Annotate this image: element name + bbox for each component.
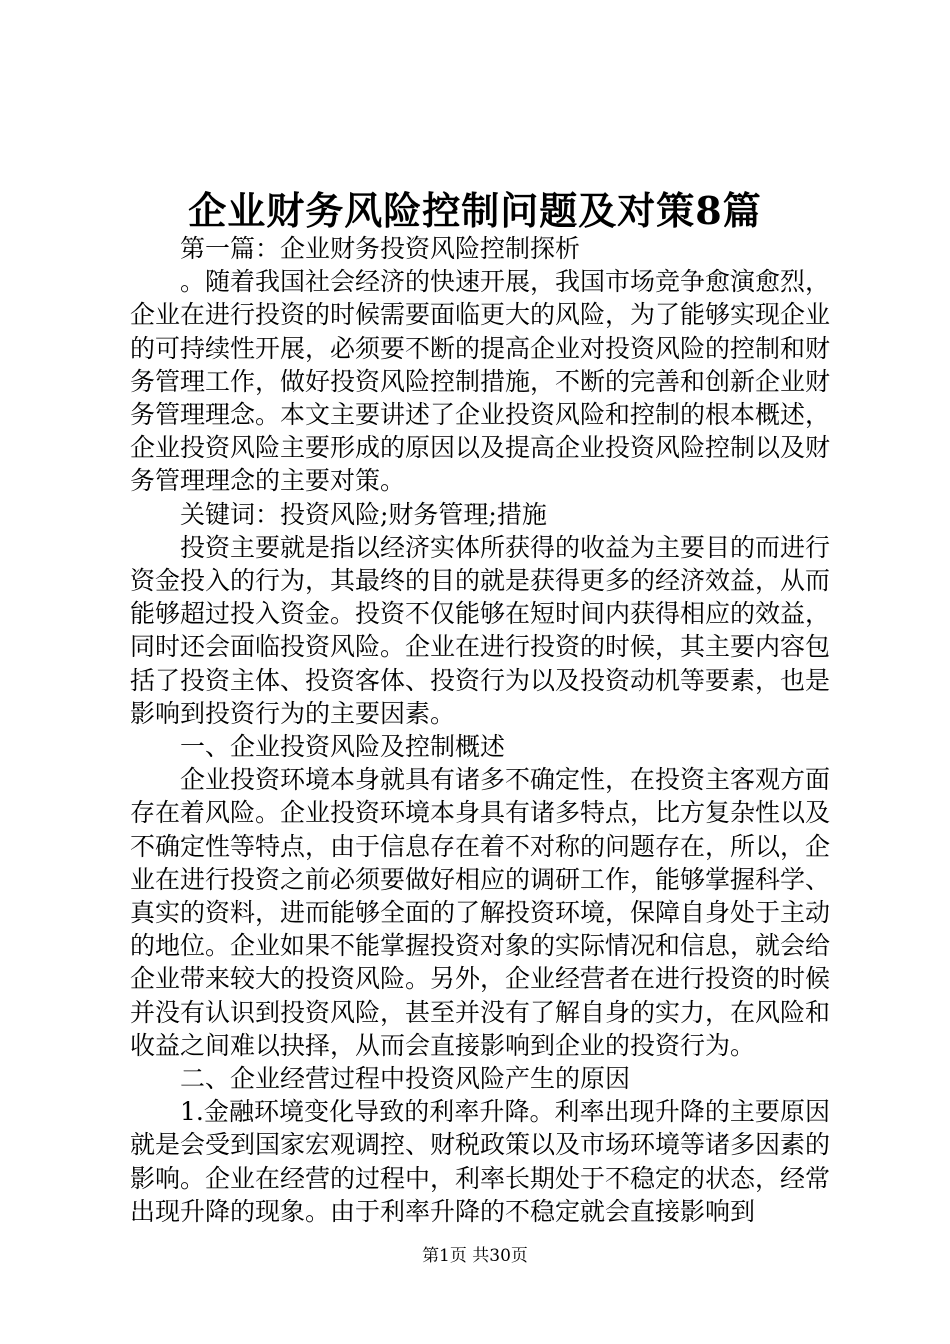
keywords-line: 关键词：投资风险;财务管理;措施	[180, 499, 547, 529]
body-paragraph: 企业投资环境本身就具有诸多不确定性，在投资主客观方面存在着风险。企业投资环境本身具有诸多特点，比方复杂性以及不确定性等特点，由于信息存在着不对称的问题存在，所以，企业在进行投资之前必须要做好相应的调研工作，能够掌握科学、真实的资料，进而能够全面的了解投资环境，保障自身处于主动的地位。企业如果不能掌握投资对象的实际情况和信息，就会给企业带来较大的投资风险。另外，企业经营者在进行投资的时候并没有认识到投资风险，甚至并没有了解自身的实力，在风险和收益之间难以抉择，从而会直接影响到企业的投资行为。	[130, 765, 831, 1060]
section-heading: 二、企业经营过程中投资风险产生的原因	[180, 1064, 631, 1094]
document-body	[130, 232, 830, 1228]
body-paragraph: 投资主要就是指以经济实体所获得的收益为主要目的而进行资金投入的行为，其最终的目的就是获得更多的经济效益，从而能够超过投入资金。投资不仅能够在短时间内获得相应的效益，同时还会面临投资风险。企业在进行投资的时候，其主要内容包括了投资主体、投资客体、投资行为以及投资动机等要素，也是影响到投资行为的主要因素。	[130, 532, 831, 728]
document-title: 企业财务风险控制问题及对策8篇	[188, 188, 762, 233]
section-heading: 一、企业投资风险及控制概述	[180, 732, 506, 762]
section-heading: 第一篇：企业财务投资风险控制探析	[180, 234, 581, 263]
abstract-paragraph: 。随着我国社会经济的快速开展，我国市场竞争愈演愈烈，企业在进行投资的时候需要面临更大的风险，为了能够实现企业的可持续性开展，必须要不断的提高企业对投资风险的控制和财务管理工作，做好投资风险控制措施，不断的完善和创新企业财务管理理念。本文主要讲述了企业投资风险和控制的根本概述，企业投资风险主要形成的原因以及提高企业投资风险控制以及财务管理理念的主要对策。	[130, 267, 831, 496]
body-paragraph: 1.金融环境变化导致的利率升降。利率出现升降的主要原因就是会受到国家宏观调控、财税政策以及市场环境等诸多因素的影响。企业在经营的过程中，利率长期处于不稳定的状态，经常出现升降的现象。由于利率升降的不稳定就会直接影响到	[130, 1097, 831, 1226]
page-footer: 第1页 共30页	[422, 1246, 528, 1266]
